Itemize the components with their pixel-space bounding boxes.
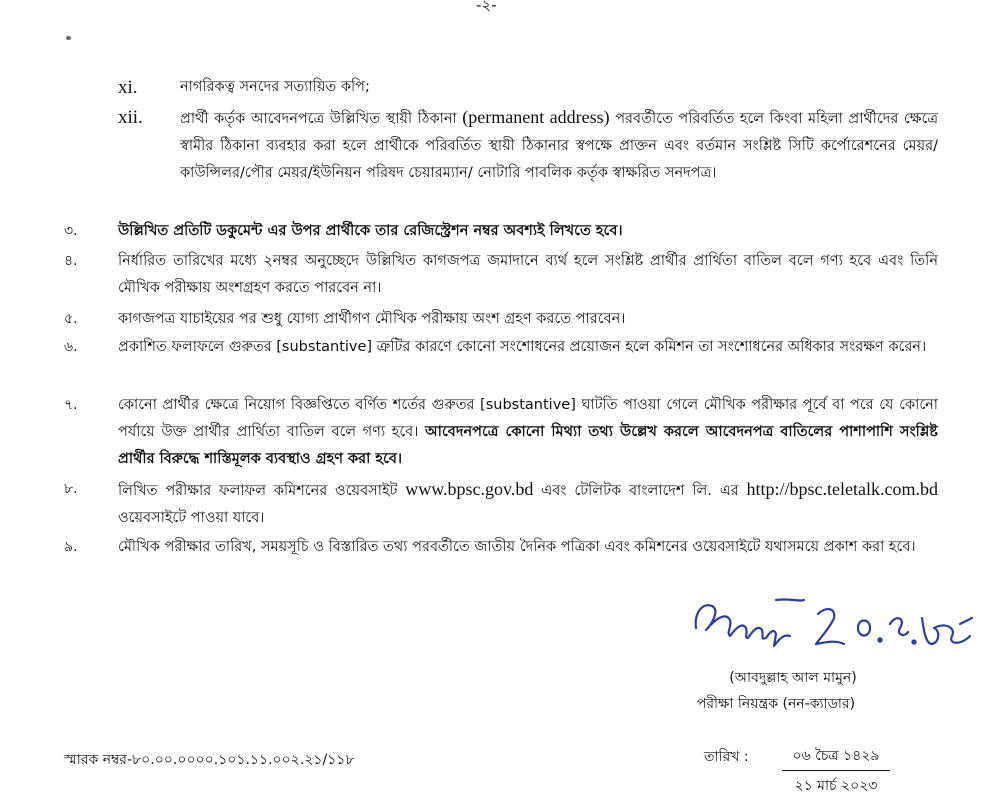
date-gregorian: ২১ মার্চ ২০২৩ [794,778,878,794]
item-number: ৩. [64,223,78,239]
date-label: তারিখ : [704,749,749,765]
item-number: ৭. [64,397,78,413]
item-text: প্রকাশিত ফলাফলে গুরুতর [substantive] ত্রুটির কারণে কোনো সংশোধনের প্রয়োজন হলে কমিশন তা সংশোধনের অধিকার সংরক্ষণ করেন। [118,339,927,355]
teletalk-website-link[interactable]: http://bpsc.teletalk.com.bd [746,479,938,499]
item-text: লিখিত পরীক্ষার ফলাফল কমিশনের ওয়েবসাইট www.bpsc.gov.bd এবং টেলিটক বাংলাদেশ লি. এর http://bpsc.teletalk.com.bd ওয়েবসাইটে পাওয়া যাবে। [118,479,938,526]
permanent-address-term: (permanent address) [462,107,610,127]
bpsc-website-link[interactable]: www.bpsc.gov.bd [405,479,534,499]
item-text: কাগজপত্র যাচাইয়ের পর শুধু যোগ্য প্রার্থীগণ মৌখিক পরীক্ষায় অংশ গ্রহণ করতে পারবেন। [118,311,626,327]
sub-item-text: নাগরিকত্ব সনদের সত্যায়িত কপি; [180,79,370,95]
date-block [782,744,890,798]
date-bangla: ০৬ চৈত্র ১৪২৯ [782,744,890,771]
item-text: কোনো প্রার্থীর ক্ষেত্রে নিয়োগ বিজ্ঞপ্তিতে বর্ণিত শর্তের গুরুতর [substantive] ঘাটতি পাওয়া গেলে মৌখিক পরীক্ষার পূর্বে বা পরে যে কোনো পর্যায়ে উক্ত প্রার্থীর প্রার্থিতা বাতিল বলে গণ্য হবে। আবেদনপত্রে কোনো মিথ্যা তথ্য উল্লেখ করলে আবেদনপত্র বাতিলের পাশাপাশি সংশ্লিষ্ট প্রার্থীর বিরুদ্ধে শাস্তিমূলক ব্যবস্থাও গ্রহণ করা হবে। [118,397,938,467]
handwritten-signature [690,588,980,668]
sub-item-marker: xii. [118,107,143,128]
item-number: ৫. [64,311,78,327]
signatory-name: (আবদুল্লাহ আল মামুন) [729,670,857,686]
item-number: ৬. [64,339,78,355]
item-number: ৯. [64,539,78,555]
item-number: ৪. [64,253,78,269]
memo-number: স্মারক নম্বর-৮০.০০.০০০০.১০১.১১.০০২.২১/১১৮ [64,752,355,768]
sub-item-text: প্রার্থী কর্তৃক আবেদনপত্রে উল্লিখিত স্থায়ী ঠিকানা (permanent address) পরবর্তীতে পরিবর্তিত হলে কিংবা মহিলা প্রার্থীদের ক্ষেত্রে স্বামীর ঠিকানা ব্যবহার করা হলে প্রার্থীকে পরিবর্তিত স্থায়ী ঠিকানার স্বপক্ষে প্রাক্তন এবং বর্তমান সংশ্লিষ্ট সিটি কর্পোরেশনের মেয়র/কাউন্সিলর/পৌর মেয়র/ইউনিয়ন পরিষদ চেয়ারম্যান/ নোটারি পাবলিক কর্তৃক স্বাক্ষরিত সনদপত্র। [180,107,939,181]
scan-speck [66,36,71,40]
page-number: -২- [476,0,497,14]
item-text: নির্ধারিত তারিখের মধ্যে ২নম্বর অনুচ্ছেদে উল্লিখিত কাগজপত্র জমাদানে ব্যর্থ হলে সংশ্লিষ্ট প্রার্থীর প্রার্থিতা বাতিল বলে গণ্য হবে এবং তিনি মৌখিক পরীক্ষায় অংশগ্রহণ করতে পারবেন না। [118,253,938,296]
sub-item-marker: xi. [118,77,138,98]
item-text: মৌখিক পরীক্ষার তারিখ, সময়সূচি ও বিস্তারিত তথ্য পরবর্তীতে জাতীয় দৈনিক পত্রিকা এবং কমিশনের ওয়েবসাইটে যথাসময়ে প্রকাশ করা হবে। [118,539,916,555]
warning-text: আবেদনপত্রে কোনো মিথ্যা তথ্য উল্লেখ করলে আবেদনপত্র বাতিলের পাশাপাশি সংশ্লিষ্ট প্রার্থীর বিরুদ্ধে শাস্তিমূলক ব্যবস্থাও গ্রহণ করা হবে। [118,424,938,467]
item-text: উল্লিখিত প্রতিটি ডকুমেন্ট এর উপর প্রার্থীকে তার রেজিস্ট্রেশন নম্বর অবশ্যই লিখতে হবে। [118,223,623,239]
item-number: ৮. [64,481,78,497]
signatory-title: পরীক্ষা নিয়ন্ত্রক (নন-ক্যাডার) [696,696,856,712]
